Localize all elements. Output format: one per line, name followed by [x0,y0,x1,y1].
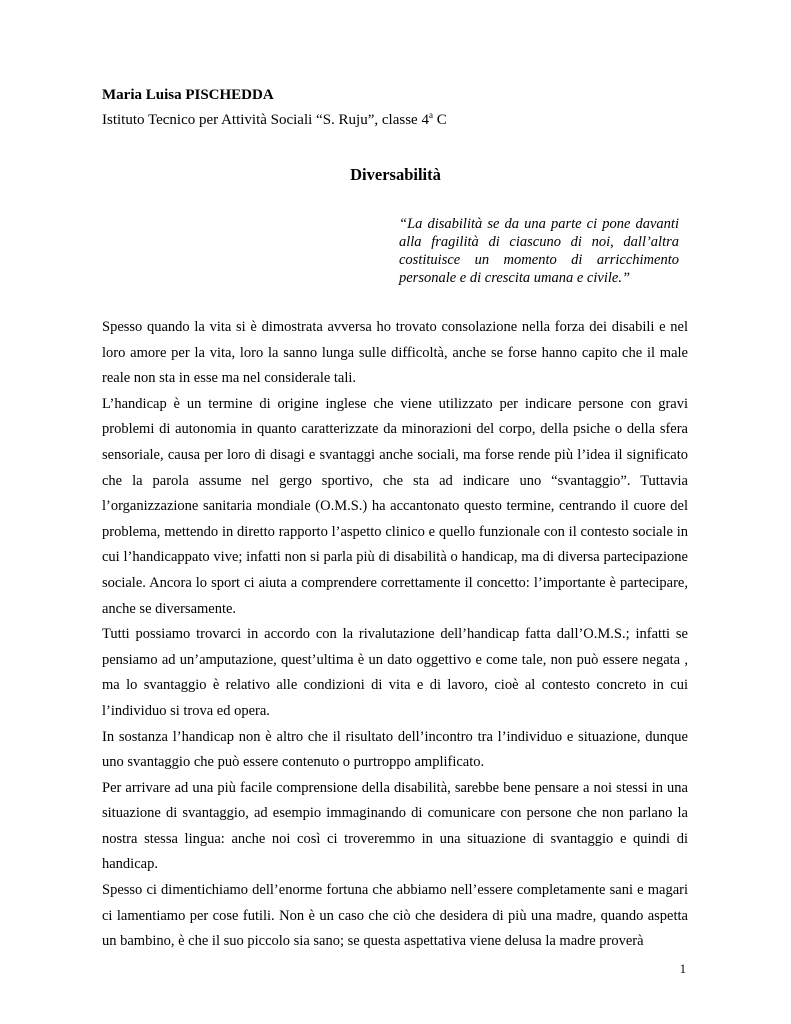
author-name: Maria Luisa PISCHEDDA [102,87,274,103]
page-number: 1 [679,962,686,976]
body-paragraph-5: Per arrivare ad una più facile comprensione della disabilità, sarebbe bene pensare a noi stessi in una situazione di svantaggio, ad esempio immaginando di comunicare con persone che non parlano la nostra stessa lingua: anche noi così ci troveremmo in una situazione di svantaggio e quindi di handicap. [102,779,688,873]
affiliation-class-letter: C [432,112,447,128]
affiliation-text: Istituto Tecnico per Attività Sociali “S. Ruju”, classe 4 [102,112,429,128]
affiliation-superscript: a [428,110,433,120]
author-affiliation [102,111,447,129]
body-text [102,315,688,955]
epigraph-quote: “La disabilità se da una parte ci pone davanti alla fragilità di ciascuno di noi, dall’altra costituisce un momento di arricchimento personale e di crescita umana e civile.” [399,216,679,286]
body-paragraph-2: L’handicap è un termine di origine inglese che viene utilizzato per indicare persone con gravi problemi di autonomia in quanto caratterizzate da minorazioni del corpo, della psiche o della sfera sensoriale, causa per loro di disagi e svantaggi anche sociali, ma forse rende più l’idea il significato che la parola assume nel gergo sportivo, che sta ad indicare uno “svantaggio”. Tuttavia l’organizzazione sanitaria mondiale (O.M.S.) ha accantonato questo termine, centrando il cuore del problema, mettendo in diretto rapporto l’aspetto clinico e quello funzionale con il contesto sociale in cui l’handicappato vive; infatti non si parla più di disabilità o handicap, ma di diversa partecipazione sociale. Ancora lo sport ci aiuta a comprendere correttamente il concetto: l’importante è partecipare, anche se diversamente. [102,395,688,617]
body-paragraph-4: In sostanza l’handicap non è altro che il risultato dell’incontro tra l’individuo e situazione, dunque uno svantaggio che può essere contenuto o purtroppo amplificato. [102,728,688,771]
body-paragraph-3: Tutti possiamo trovarci in accordo con la rivalutazione dell’handicap fatta dall’O.M.S.; infatti se pensiamo ad un’amputazione, quest’ultima è un dato oggettivo e come tale, non può essere negata , ma lo svantaggio è relativo alle condizioni di vita e di lavoro, cioè al contesto concreto in cui l’individuo si trova ed opera. [102,626,688,719]
body-paragraph-6: Spesso ci dimentichiamo dell’enorme fortuna che abbiamo nell’essere completamente sani e magari ci lamentiamo per cose futili. Non è un caso che ciò che desidera di più una madre, quando aspetta un bambino, è che il suo piccolo sia sano; se questa aspettativa viene delusa la madre proverà [102,882,688,950]
document-title: Diversabilità [350,165,441,184]
body-paragraph-1: Spesso quando la vita si è dimostrata avversa ho trovato consolazione nella forza dei disabili e nel loro amore per la vita, loro la sanno lunga sulle difficoltà, anche se forse hanno capito che il male reale non sta in esse ma nel considerale tali. [102,319,688,387]
